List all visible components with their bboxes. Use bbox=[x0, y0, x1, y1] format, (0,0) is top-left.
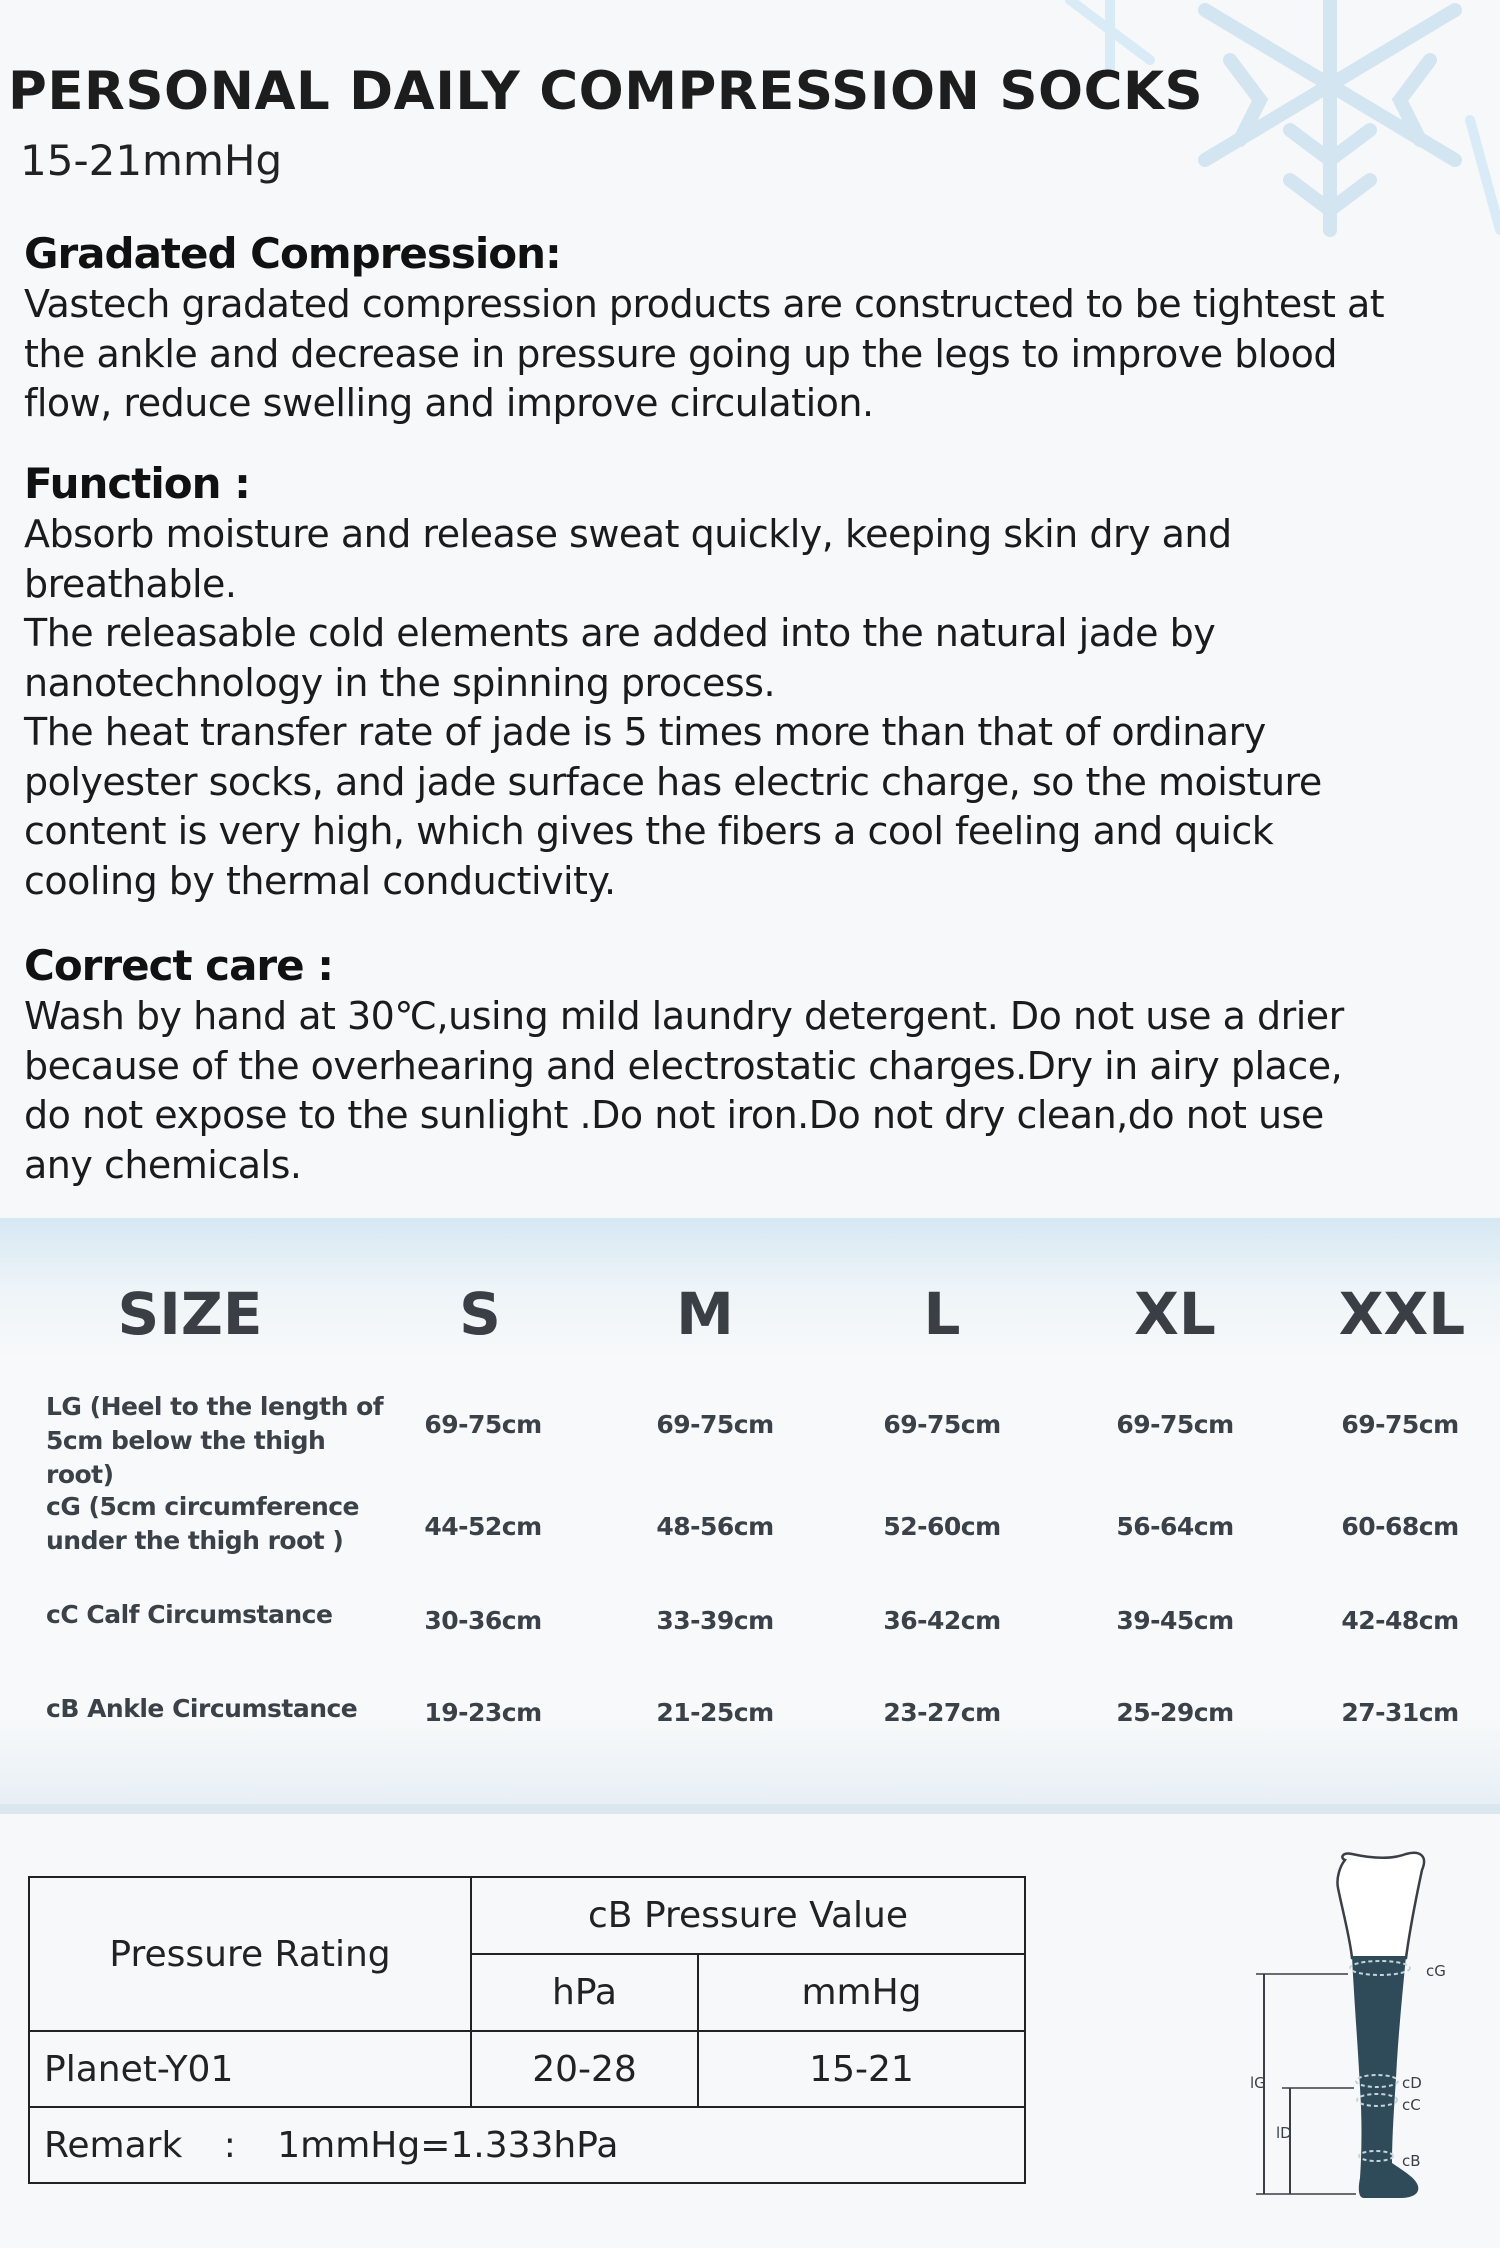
remark-label: Remark bbox=[44, 2124, 183, 2166]
text-line: breathable. bbox=[24, 561, 237, 606]
size-value: 19-23cm bbox=[424, 1698, 542, 1727]
size-value: 33-39cm bbox=[656, 1606, 774, 1635]
label-line: cG (5cm circumference bbox=[46, 1492, 360, 1521]
size-value: 27-31cm bbox=[1341, 1698, 1459, 1727]
label-cd: cD bbox=[1402, 2074, 1422, 2092]
pressure-value-header: cB Pressure Value bbox=[471, 1877, 1025, 1954]
size-value: 25-29cm bbox=[1116, 1698, 1234, 1727]
section-heading: Gradated Compression: bbox=[24, 229, 561, 278]
size-value: 69-75cm bbox=[424, 1410, 542, 1439]
text-line: polyester socks, and jade surface has electric charge, so the moisture bbox=[24, 759, 1322, 804]
label-line: cB Ankle Circumstance bbox=[46, 1694, 358, 1723]
text-line: nanotechnology in the spinning process. bbox=[24, 660, 776, 705]
size-row-label bbox=[46, 1598, 386, 1632]
remark-text: 1mmHg=1.333hPa bbox=[277, 2124, 619, 2166]
text-line: The heat transfer rate of jade is 5 times more than that of ordinary bbox=[24, 710, 1266, 754]
text-line: flow, reduce swelling and improve circulation. bbox=[24, 381, 874, 425]
section-correct-care bbox=[24, 940, 1464, 1190]
leg-measurement-diagram bbox=[1230, 1848, 1460, 2218]
label-lg: lG bbox=[1250, 2074, 1266, 2092]
model-name: Planet-Y01 bbox=[29, 2031, 471, 2107]
text-line: any chemicals. bbox=[24, 1142, 302, 1187]
text-line: do not expose to the sunlight .Do not iron.Do not dry clean,do not use bbox=[24, 1093, 1324, 1137]
size-value: 42-48cm bbox=[1341, 1606, 1459, 1635]
label-cc: cC bbox=[1402, 2096, 1421, 2114]
size-header-cell: S bbox=[459, 1280, 501, 1348]
size-value: 69-75cm bbox=[656, 1410, 774, 1439]
size-row-label bbox=[46, 1692, 386, 1726]
mmhg-value: 15-21 bbox=[698, 2031, 1025, 2107]
text-line: content is very high, which gives the fibers a cool feeling and quick bbox=[24, 809, 1274, 853]
label-line: LG (Heel to the length of bbox=[46, 1392, 384, 1421]
size-value: 69-75cm bbox=[1116, 1410, 1234, 1439]
section-heading: Correct care : bbox=[24, 941, 334, 990]
size-header-cell: XL bbox=[1134, 1280, 1216, 1348]
label-cb: cB bbox=[1402, 2152, 1421, 2170]
remark-row bbox=[29, 2107, 1025, 2183]
size-header-cell: SIZE bbox=[117, 1280, 263, 1348]
size-value: 21-25cm bbox=[656, 1698, 774, 1727]
header bbox=[8, 58, 1468, 190]
size-value: 36-42cm bbox=[883, 1606, 1001, 1635]
text-line: Wash by hand at 30℃,using mild laundry detergent. Do not use a drier bbox=[24, 994, 1344, 1038]
text-line: the ankle and decrease in pressure going up the legs to improve blood bbox=[24, 331, 1338, 376]
remark-separator: : bbox=[223, 2124, 236, 2166]
pressure-rating-header: Pressure Rating bbox=[29, 1877, 471, 2031]
size-header-cell: XXL bbox=[1338, 1280, 1466, 1348]
size-value: 69-75cm bbox=[883, 1410, 1001, 1439]
text-line: because of the overhearing and electrostatic charges.Dry in airy place, bbox=[24, 1043, 1343, 1088]
unit-mmhg: mmHg bbox=[698, 1954, 1025, 2031]
pressure-table bbox=[28, 1876, 1026, 2184]
size-value: 44-52cm bbox=[424, 1512, 542, 1541]
size-value: 60-68cm bbox=[1341, 1512, 1459, 1541]
size-row-label bbox=[46, 1490, 386, 1558]
section-function bbox=[24, 458, 1464, 906]
size-value: 39-45cm bbox=[1116, 1606, 1234, 1635]
hpa-value: 20-28 bbox=[471, 2031, 698, 2107]
size-row-label bbox=[46, 1390, 386, 1492]
size-value: 23-27cm bbox=[883, 1698, 1001, 1727]
size-value: 56-64cm bbox=[1116, 1512, 1234, 1541]
size-value: 69-75cm bbox=[1341, 1410, 1459, 1439]
size-value: 30-36cm bbox=[424, 1606, 542, 1635]
text-line: cooling by thermal conductivity. bbox=[24, 858, 616, 903]
text-line: The releasable cold elements are added into the natural jade by bbox=[24, 611, 1216, 655]
label-ld: lD bbox=[1276, 2124, 1292, 2142]
size-value: 48-56cm bbox=[656, 1512, 774, 1541]
label-line: 5cm below the thigh root) bbox=[46, 1426, 326, 1489]
size-header-cell: L bbox=[923, 1280, 961, 1348]
pressure-subtitle: 15-21mmHg bbox=[20, 136, 283, 185]
text-line: Vastech gradated compression products are constructed to be tightest at bbox=[24, 282, 1385, 326]
size-header-cell: M bbox=[676, 1280, 734, 1348]
section-heading: Function : bbox=[24, 459, 250, 508]
label-line: cC Calf Circumstance bbox=[46, 1600, 333, 1629]
label-line: under the thigh root ) bbox=[46, 1526, 344, 1555]
page-title: PERSONAL DAILY COMPRESSION SOCKS bbox=[8, 61, 1204, 122]
unit-hpa: hPa bbox=[471, 1954, 698, 2031]
section-gradated-compression bbox=[24, 228, 1464, 429]
label-cg: cG bbox=[1426, 1962, 1446, 1980]
text-line: Absorb moisture and release sweat quickly, keeping skin dry and bbox=[24, 512, 1232, 556]
size-value: 52-60cm bbox=[883, 1512, 1001, 1541]
